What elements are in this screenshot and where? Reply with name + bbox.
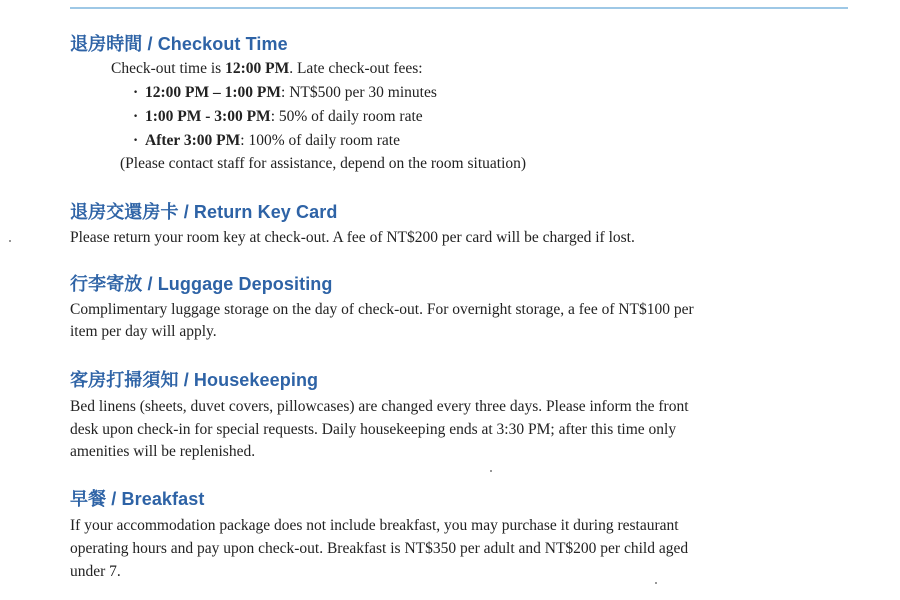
scan-speck — [490, 470, 492, 472]
luggage-heading: 行李寄放 / Luggage Depositing — [70, 274, 333, 294]
housekeeping-heading: 客房打掃須知 / Housekeeping — [70, 370, 319, 390]
late-fee-item: · 12:00 PM – 1:00 PM: NT$500 per 30 minutes — [133, 84, 437, 101]
checkout-intro — [111, 58, 423, 80]
breakfast-heading: 早餐 / Breakfast — [70, 489, 205, 509]
housekeeping-text-line: amenities will be replenished. — [70, 443, 256, 460]
late-fee-period: After 3:00 PM — [145, 132, 241, 149]
late-fee-item: · After 3:00 PM: 100% of daily room rate — [133, 132, 400, 149]
checkout-time-heading: 退房時間 / Checkout Time — [70, 34, 288, 54]
checkout-intro-time: 12:00 PM — [225, 60, 290, 77]
breakfast-text-line: under 7. — [70, 563, 121, 580]
late-fee-text: : 100% of daily room rate — [240, 132, 400, 149]
luggage-text-line: item per day will apply. — [70, 323, 217, 340]
housekeeping-text-line: desk upon check-in for special requests. Daily housekeeping ends at 3:30 PM; after this time only — [70, 421, 677, 438]
checkout-note: (Please contact staff for assistance, depend on the room situation) — [120, 155, 527, 172]
key-card-text: Please return your room key at check-out. A fee of NT$200 per card will be charged if lost. — [70, 229, 635, 246]
top-divider — [70, 7, 848, 9]
scan-speck — [9, 240, 11, 242]
checkout-intro-pre: Check-out time is — [111, 60, 226, 77]
late-fee-text: : 50% of daily room rate — [270, 108, 423, 125]
key-card-heading: 退房交還房卡 / Return Key Card — [70, 202, 338, 222]
checkout-intro-post: . Late check-out fees: — [289, 60, 423, 77]
breakfast-text-line: operating hours and pay upon check-out. Breakfast is NT$350 per adult and NT$200 per child aged — [70, 540, 689, 557]
breakfast-text-line: If your accommodation package does not include breakfast, you may purchase it during restaurant — [70, 517, 679, 534]
late-fee-item: · 1:00 PM - 3:00 PM: 50% of daily room rate — [133, 108, 423, 125]
late-fee-period: 12:00 PM – 1:00 PM — [145, 84, 282, 101]
luggage-text-line: Complimentary luggage storage on the day of check-out. For overnight storage, a fee of NT$100 per — [70, 301, 694, 318]
housekeeping-text-line: Bed linens (sheets, duvet covers, pillowcases) are changed every three days. Please inform the front — [70, 398, 689, 415]
late-fee-text: : NT$500 per 30 minutes — [281, 84, 437, 101]
late-fee-period: 1:00 PM - 3:00 PM — [145, 108, 271, 125]
scan-speck — [655, 582, 657, 584]
